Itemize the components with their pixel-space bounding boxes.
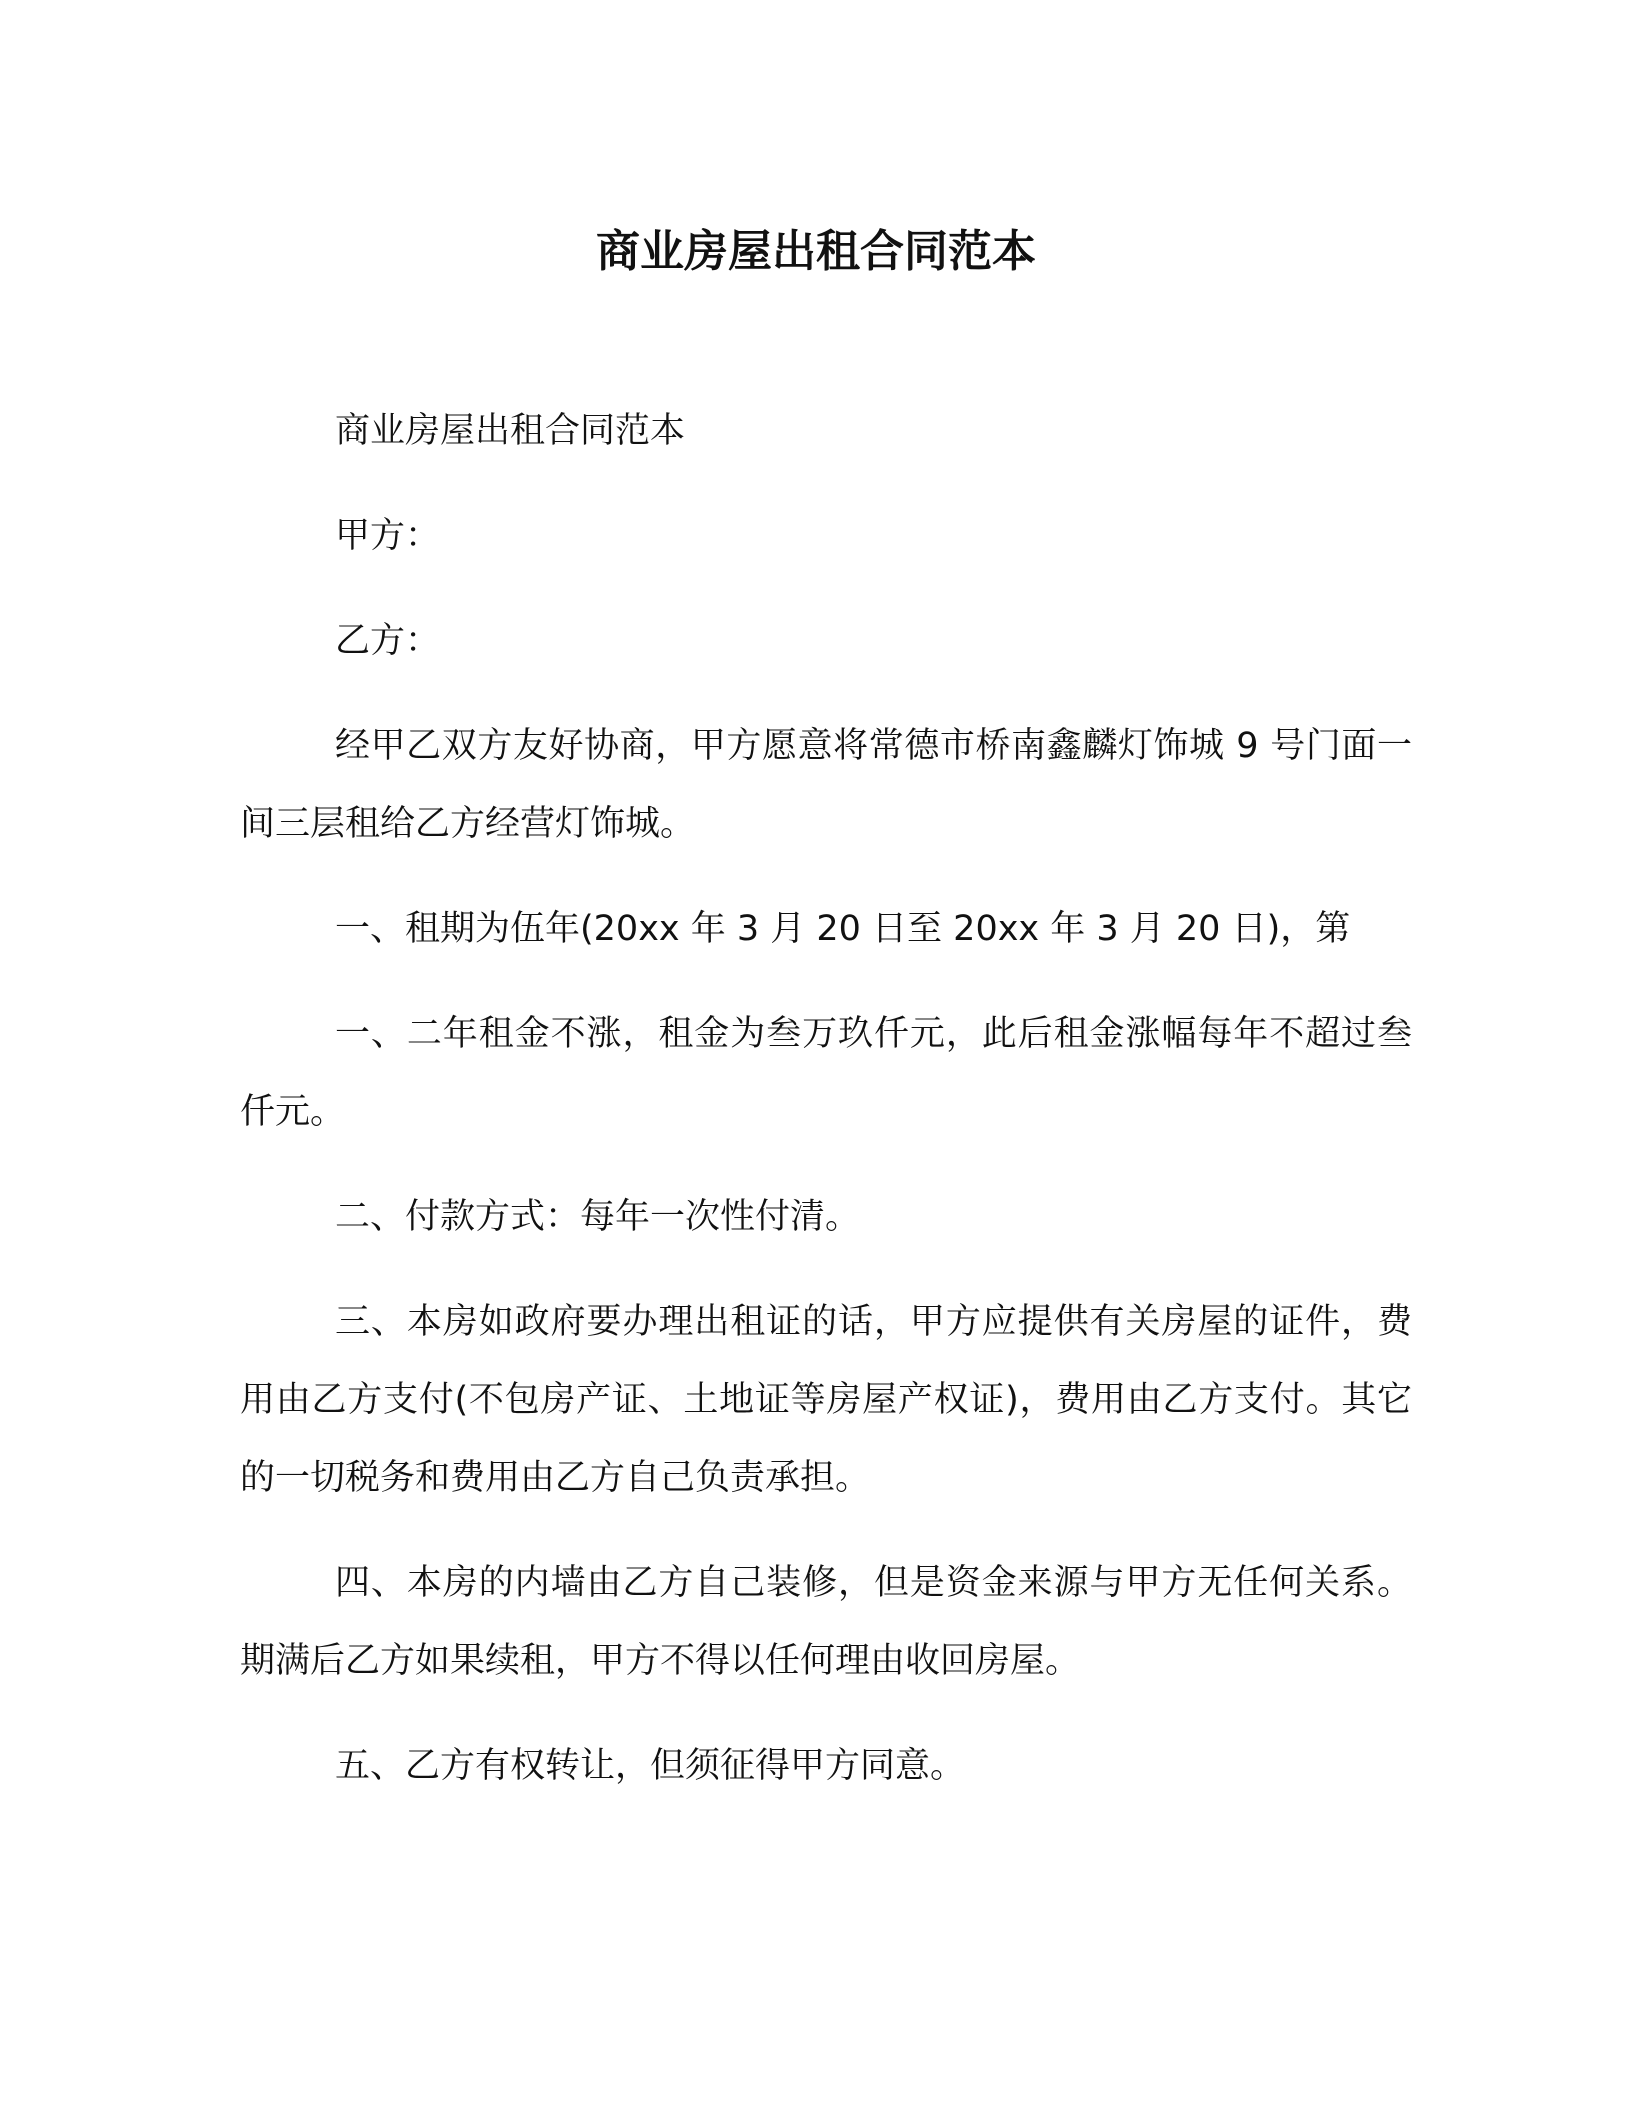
- paragraph-clause-3: 三、本房如政府要办理出租证的话，甲方应提供有关房屋的证件，费用由乙方支付(不包房产证、土地证等房屋产权证)，费用由乙方支付。其它的一切税务和费用由乙方自己负责承担。: [240, 1302, 1412, 1498]
- paragraph-subtitle: 商业房屋出租合同范本: [335, 411, 686, 451]
- paragraph-party-b: 乙方：: [335, 621, 441, 661]
- paragraph-clause-2: 二、付款方式：每年一次性付清。: [335, 1197, 861, 1237]
- paragraph-clause-1: 一、租期为伍年(20xx 年 3 月 20 日至 20xx 年 3 月 20 日)，第: [335, 909, 1351, 949]
- paragraph-clause-5: 五、乙方有权转让，但须征得甲方同意。: [335, 1746, 966, 1786]
- document-body: [240, 392, 1412, 1832]
- paragraph-clause-4: 四、本房的内墙由乙方自己装修，但是资金来源与甲方无任何关系。期满后乙方如果续租，甲方不得以任何理由收回房屋。: [240, 1563, 1412, 1681]
- document-title: 商业房屋出租合同范本: [596, 226, 1036, 277]
- paragraph-intro: 经甲乙双方友好协商，甲方愿意将常德市桥南鑫麟灯饰城 9 号门面一间三层租给乙方经营灯饰城。: [240, 726, 1412, 844]
- paragraph-clause-1-cont: 一、二年租金不涨，租金为叁万玖仟元，此后租金涨幅每年不超过叁仟元。: [240, 1014, 1412, 1132]
- paragraph-party-a: 甲方：: [335, 516, 441, 556]
